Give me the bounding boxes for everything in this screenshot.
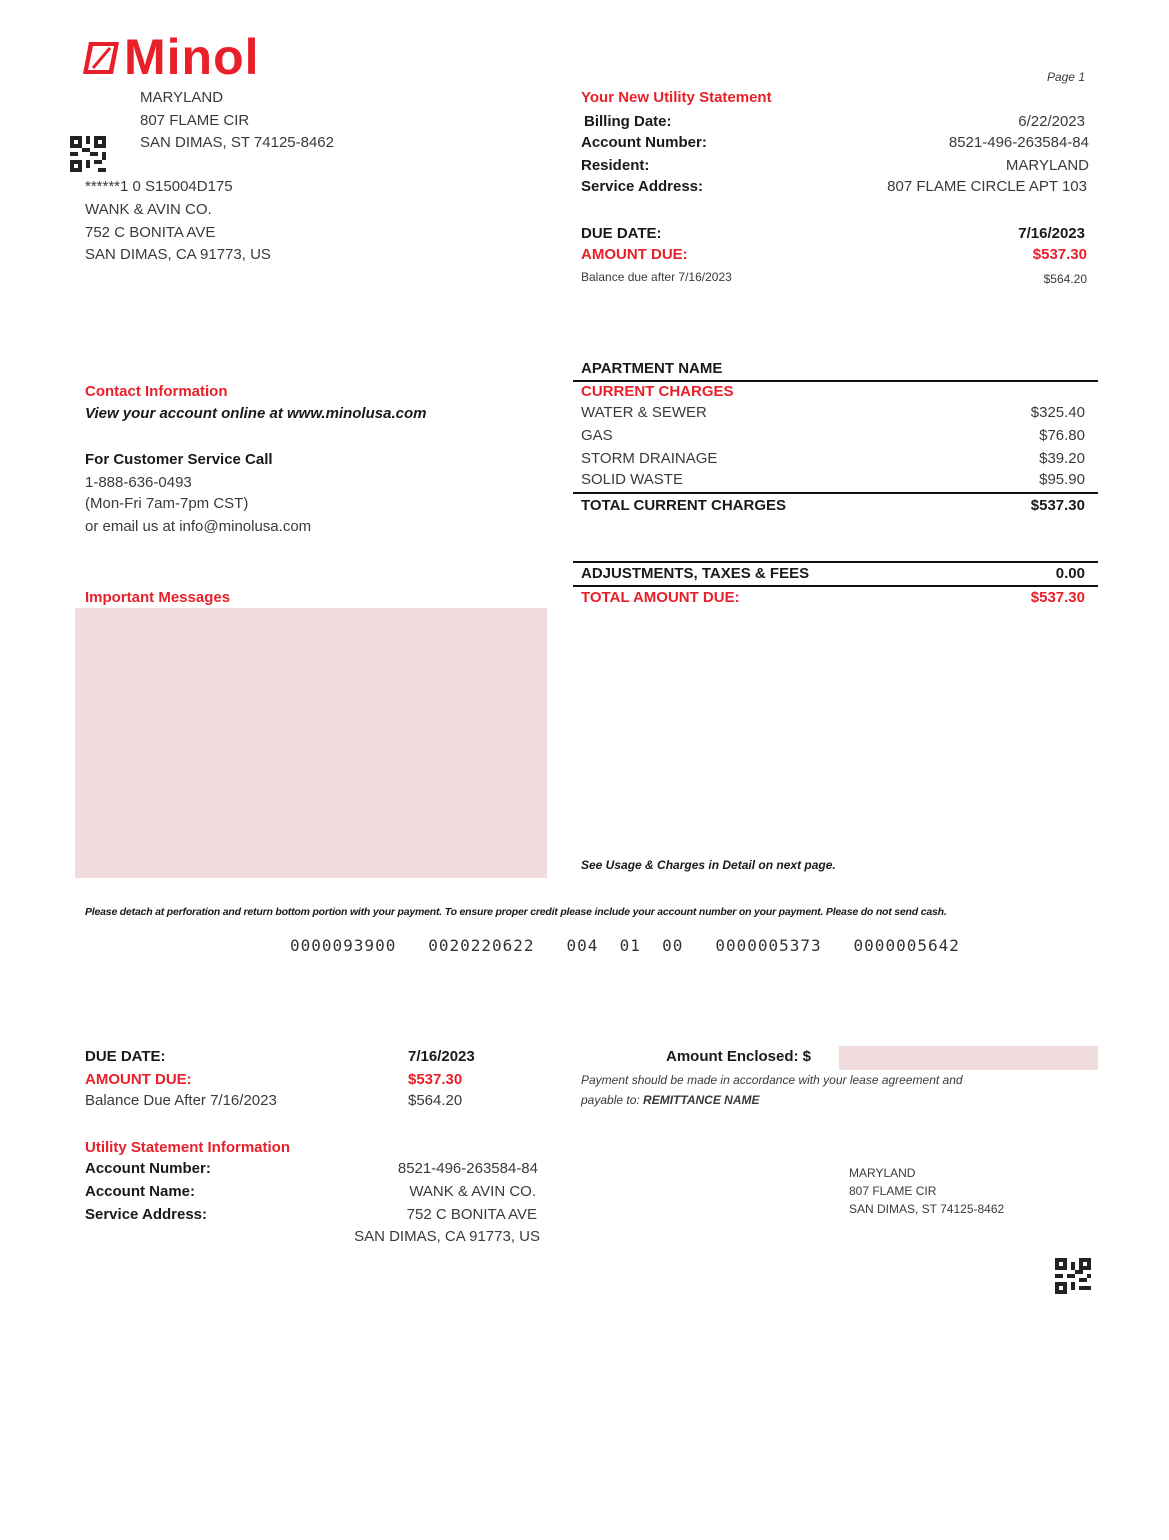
mailing-street: 752 C BONITA AVE	[85, 224, 216, 241]
stub-account-number-label: Account Number:	[85, 1160, 211, 1177]
amount-enclosed-label: Amount Enclosed: $	[666, 1048, 812, 1065]
charges-subtotal-rule	[573, 492, 1098, 494]
billing-date-label: Billing Date:	[584, 113, 672, 130]
mailing-company: WANK & AVIN CO.	[85, 201, 212, 218]
apartment-name-label: APARTMENT NAME	[581, 360, 723, 377]
charge-amount: $95.90	[1039, 471, 1085, 488]
charge-amount: $325.40	[1030, 404, 1085, 421]
customer-service-heading: For Customer Service Call	[85, 451, 273, 468]
remit-name: MARYLAND	[849, 1166, 916, 1180]
due-date-label: DUE DATE:	[581, 225, 662, 242]
service-address-label: Service Address:	[581, 178, 704, 195]
minol-logo-icon	[83, 42, 119, 74]
recipient-street: 807 FLAME CIR	[140, 112, 250, 129]
stub-balance-after-label: Balance Due After 7/16/2023	[85, 1092, 277, 1109]
customer-service-hours: (Mon-Fri 7am-7pm CST)	[85, 495, 249, 512]
mailing-city: SAN DIMAS, CA 91773, US	[85, 246, 271, 263]
stub-service-address-line-1: 752 C BONITA AVE	[406, 1206, 537, 1223]
customer-service-phone: 1-888-636-0493	[85, 474, 192, 491]
adjustments-bottom-rule	[573, 585, 1098, 587]
stub-service-address-line-2: SAN DIMAS, CA 91773, US	[354, 1228, 540, 1245]
stub-due-date-label: DUE DATE:	[85, 1048, 166, 1065]
balance-after-label: Balance due after 7/16/2023	[581, 270, 732, 284]
payment-note-prefix: payable to:	[581, 1093, 644, 1107]
remit-street: 807 FLAME CIR	[849, 1184, 937, 1198]
customer-service-email[interactable]: or email us at info@minolusa.com	[85, 518, 312, 535]
stub-account-name-value: WANK & AVIN CO.	[409, 1183, 536, 1200]
total-current-label: TOTAL CURRENT CHARGES	[581, 497, 787, 514]
important-messages-box	[75, 608, 547, 878]
see-usage-note: See Usage & Charges in Detail on next page.	[581, 858, 836, 872]
detach-note: Please detach at perforation and return bottom portion with your payment. To ensure proper credit please include your account number on your payment. Please do not send cash.	[85, 906, 947, 918]
page-number: Page 1	[1046, 70, 1085, 84]
adjustments-label: ADJUSTMENTS, TAXES & FEES	[581, 565, 810, 582]
payment-note-line-1: Payment should be made in accordance with your lease agreement and	[581, 1073, 963, 1087]
charge-label: STORM DRAINAGE	[581, 450, 718, 467]
remit-city: SAN DIMAS, ST 74125-8462	[849, 1202, 1005, 1216]
stub-account-number-value: 8521-496-263584-84	[397, 1160, 538, 1177]
due-date-value: 7/16/2023	[1018, 225, 1085, 242]
important-messages-heading: Important Messages	[85, 589, 231, 606]
resident-label: Resident:	[581, 157, 650, 174]
online-account-link[interactable]: View your account online at www.minolusa.com	[85, 405, 427, 422]
stub-balance-after-value: $564.20	[408, 1092, 463, 1109]
payment-note-line-2	[581, 1091, 759, 1109]
service-address-value: 807 FLAME CIRCLE APT 103	[887, 178, 1087, 195]
amount-enclosed-field[interactable]	[839, 1046, 1098, 1070]
total-current-value: $537.30	[1030, 497, 1085, 514]
charge-label: WATER & SEWER	[581, 404, 707, 421]
account-number-label: Account Number:	[581, 134, 707, 151]
amount-due-value: $537.30	[1032, 246, 1087, 263]
statement-heading: Your New Utility Statement	[581, 89, 772, 106]
charge-amount: $39.20	[1039, 450, 1085, 467]
balance-after-value: $564.20	[1043, 272, 1087, 286]
remittance-name: REMITTANCE NAME	[643, 1093, 760, 1107]
contact-heading: Contact Information	[85, 383, 228, 400]
utility-info-heading: Utility Statement Information	[85, 1139, 291, 1156]
charge-label: SOLID WASTE	[581, 471, 683, 488]
recipient-name: MARYLAND	[140, 89, 224, 106]
stub-service-address-label: Service Address:	[85, 1206, 208, 1223]
resident-value: MARYLAND	[1005, 157, 1089, 174]
adjustments-value: 0.00	[1055, 565, 1085, 582]
billing-date-value: 6/22/2023	[1018, 113, 1085, 130]
qr-code-icon	[1055, 1258, 1091, 1294]
mailing-code: ******1 0 S15004D175	[85, 178, 233, 195]
account-number-value: 8521-496-263584-84	[948, 134, 1089, 151]
recipient-city: SAN DIMAS, ST 74125-8462	[140, 134, 334, 151]
total-due-label: TOTAL AMOUNT DUE:	[581, 589, 740, 606]
adjustments-top-rule	[573, 561, 1098, 563]
stub-due-date-value: 7/16/2023	[408, 1048, 475, 1065]
qr-code-icon	[70, 136, 106, 172]
amount-due-label: AMOUNT DUE:	[581, 246, 688, 263]
current-charges-heading: CURRENT CHARGES	[581, 383, 734, 400]
scanline: 0000093900 0020220622 004 01 00 0000005373 0000005642	[290, 936, 960, 955]
charge-amount: $76.80	[1039, 427, 1085, 444]
charges-top-rule	[573, 380, 1098, 382]
stub-amount-due-label: AMOUNT DUE:	[85, 1071, 192, 1088]
charge-label: GAS	[581, 427, 613, 444]
total-due-value: $537.30	[1030, 589, 1085, 606]
stub-amount-due-value: $537.30	[408, 1071, 463, 1088]
brand-logo-text: Minol	[124, 29, 260, 85]
stub-account-name-label: Account Name:	[85, 1183, 196, 1200]
